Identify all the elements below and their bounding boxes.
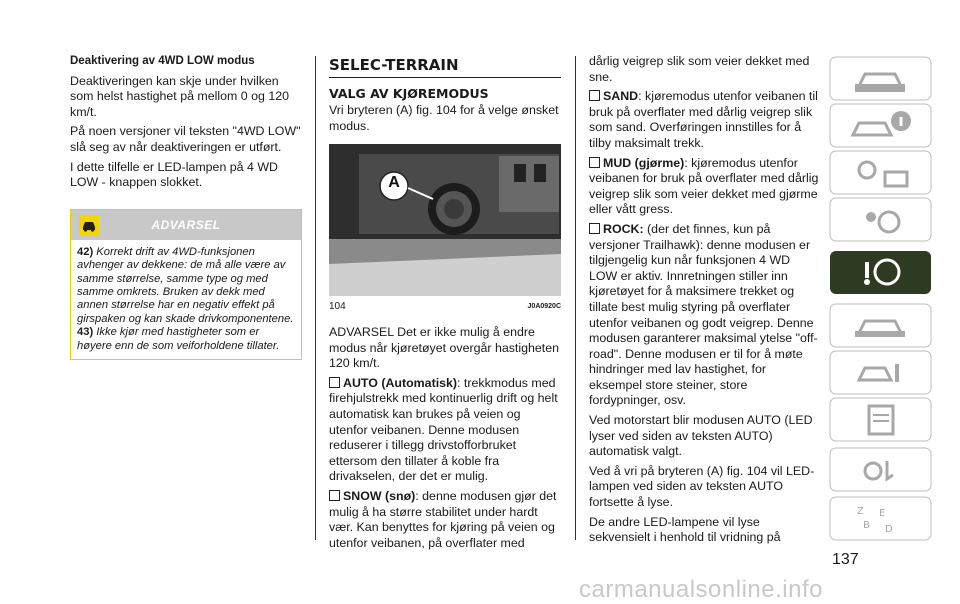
paragraph: I dette tilfelle er LED-lampen på 4 WD LOW - knappen slokket. bbox=[70, 159, 278, 190]
paragraph: De andre LED-lampene vil lyse sekvensielt i henhold til vridning på bbox=[589, 514, 781, 545]
light-message-icon bbox=[829, 150, 932, 195]
service-icon bbox=[829, 350, 932, 395]
steering-wheel-icon bbox=[829, 250, 932, 295]
watermark-text: carmanualsonline.info bbox=[579, 576, 823, 603]
svg-text:Z: Z bbox=[857, 506, 864, 517]
alphabet-index-icon bbox=[829, 496, 932, 541]
paragraph: Vri bryteren (A) fig. 104 for å velge ønsket modus. bbox=[329, 103, 559, 133]
nav-tab-info[interactable] bbox=[829, 103, 932, 148]
warning-item: 42) Korrekt drift av 4WD-funksjonen avhenger av dekkene: de må alle være av samme størrelse, samme type og med samme omkrets. Bruken av dekk med annen størrelse har en negativ effekt på girspaken og kan skade drivkomponentene. bbox=[77, 245, 294, 325]
column-right bbox=[589, 54, 821, 550]
figure-caption bbox=[329, 299, 561, 315]
paragraph: Deaktiveringen kan skje under hvilken som helst hastighet på mellom 0 og 120 km/t. bbox=[70, 73, 290, 119]
section-subheading: Deaktivering av 4WD LOW modus bbox=[70, 55, 255, 67]
column-divider bbox=[315, 56, 316, 540]
paragraph: ADVARSEL Det er ikke mulig å endre modus når kjøretøyet overgår hastigheten 120 km/t. bbox=[329, 324, 560, 371]
nav-tab-safety[interactable] bbox=[829, 197, 932, 242]
warning-box bbox=[70, 209, 302, 360]
column-left bbox=[70, 54, 302, 360]
warning-body bbox=[71, 240, 301, 359]
section-subtitle: VALG AV KJØREMODUS bbox=[329, 85, 489, 101]
car-emergency-icon bbox=[829, 303, 932, 348]
figure-selec-terrain-knob bbox=[329, 144, 561, 296]
paragraph: dårlig veigrep slik som veier dekket med sne. bbox=[589, 54, 810, 84]
nav-tab-starting-driving[interactable] bbox=[829, 250, 932, 295]
nav-tab-car-overview[interactable] bbox=[829, 56, 932, 101]
warning-title: ADVARSEL bbox=[151, 217, 221, 232]
mode-mud: MUD (gjørme): kjøremodus utenfor veibanen for bruk på overflater med dårlig veigrep slik som veier dekket med gjørme eller vått gress. bbox=[589, 155, 819, 217]
nav-tab-technical-data[interactable] bbox=[829, 397, 932, 442]
svg-text:E: E bbox=[879, 508, 886, 519]
car-icon bbox=[829, 56, 932, 101]
mode-bullet-icon bbox=[589, 90, 600, 101]
mode-bullet-icon bbox=[329, 377, 340, 388]
paragraph: Ved å vri på bryteren (A) fig. 104 vil LED-lampen ved siden av teksten AUTO fortsette å lyse. bbox=[589, 463, 815, 510]
figure-callout-a: A bbox=[388, 174, 400, 192]
mode-rock: ROCK: (der det finnes, kun på versjoner Trailhawk): denne modusen er tilgjengelig kun når funksjonen 4 WD LOW er aktiv. Innretningen stiller inn kjøretøyet for å maksimere trekket og tillate best mulig styring på overflater utenfor veibanen og godt veigrep. Denne modusen garanterer maksimal ytelse "off-road". Denne modusen er til for å møte hindringer med lav hastighet, for eksempel store steiner, store fordypninger, osv. bbox=[589, 221, 818, 408]
data-sheet-icon bbox=[829, 397, 932, 442]
page-number: 137 bbox=[832, 551, 859, 568]
figure-number: 104 bbox=[329, 301, 346, 313]
multimedia-icon bbox=[829, 447, 932, 492]
nav-tab-lights-messages[interactable] bbox=[829, 150, 932, 195]
airbag-icon bbox=[829, 197, 932, 242]
nav-tab-index[interactable] bbox=[829, 496, 932, 541]
section-title: SELEC-TERRAIN bbox=[329, 58, 561, 78]
nav-tab-multimedia[interactable] bbox=[829, 447, 932, 492]
nav-tab-maintenance[interactable] bbox=[829, 350, 932, 395]
svg-text:B: B bbox=[863, 520, 870, 531]
figure-code: J0A0920C bbox=[527, 303, 561, 311]
paragraph: På noen versjoner vil teksten "4WD LOW" slå seg av når deaktiveringen er utført. bbox=[70, 124, 301, 154]
mode-bullet-icon bbox=[589, 223, 600, 234]
column-middle bbox=[329, 54, 561, 555]
paragraph: Ved motorstart blir modusen AUTO (LED lyser ved siden av teksten AUTO) automatisk valgt. bbox=[589, 413, 813, 459]
column-divider bbox=[575, 56, 576, 540]
mode-bullet-icon bbox=[329, 490, 340, 501]
mode-bullet-icon bbox=[589, 157, 600, 168]
svg-text:D: D bbox=[885, 524, 893, 535]
mode-sand: SAND: kjøremodus utenfor veibanen til bruk på overflater med dårlig veigrep slik som sand. Overføringen innstilles for å tilby maksimalt trekk. bbox=[589, 89, 818, 150]
warning-header bbox=[71, 210, 301, 240]
car-info-icon bbox=[829, 103, 932, 148]
mode-auto: AUTO (Automatisk): trekkmodus med firehjulstrekk med kontinuerlig drift og helt automatisk kan brukes på veien og utenfor veibanen. Denne modusen reduserer i tillegg drivstofforbruket ettersom den tillater å koble fra drivakselen, der det er mulig. bbox=[329, 375, 558, 484]
warning-item: 43) Ikke kjør med hastigheter som er høyere enn de som veiforholdene tillater. bbox=[77, 326, 280, 352]
nav-tab-emergency[interactable] bbox=[829, 303, 932, 348]
mode-snow: SNOW (snø): denne modusen gjør det mulig å ha større stabilitet under hardt vær. Kan benyttes for kjøring på veien og utenfor veibanen, på overflater med bbox=[329, 488, 557, 550]
